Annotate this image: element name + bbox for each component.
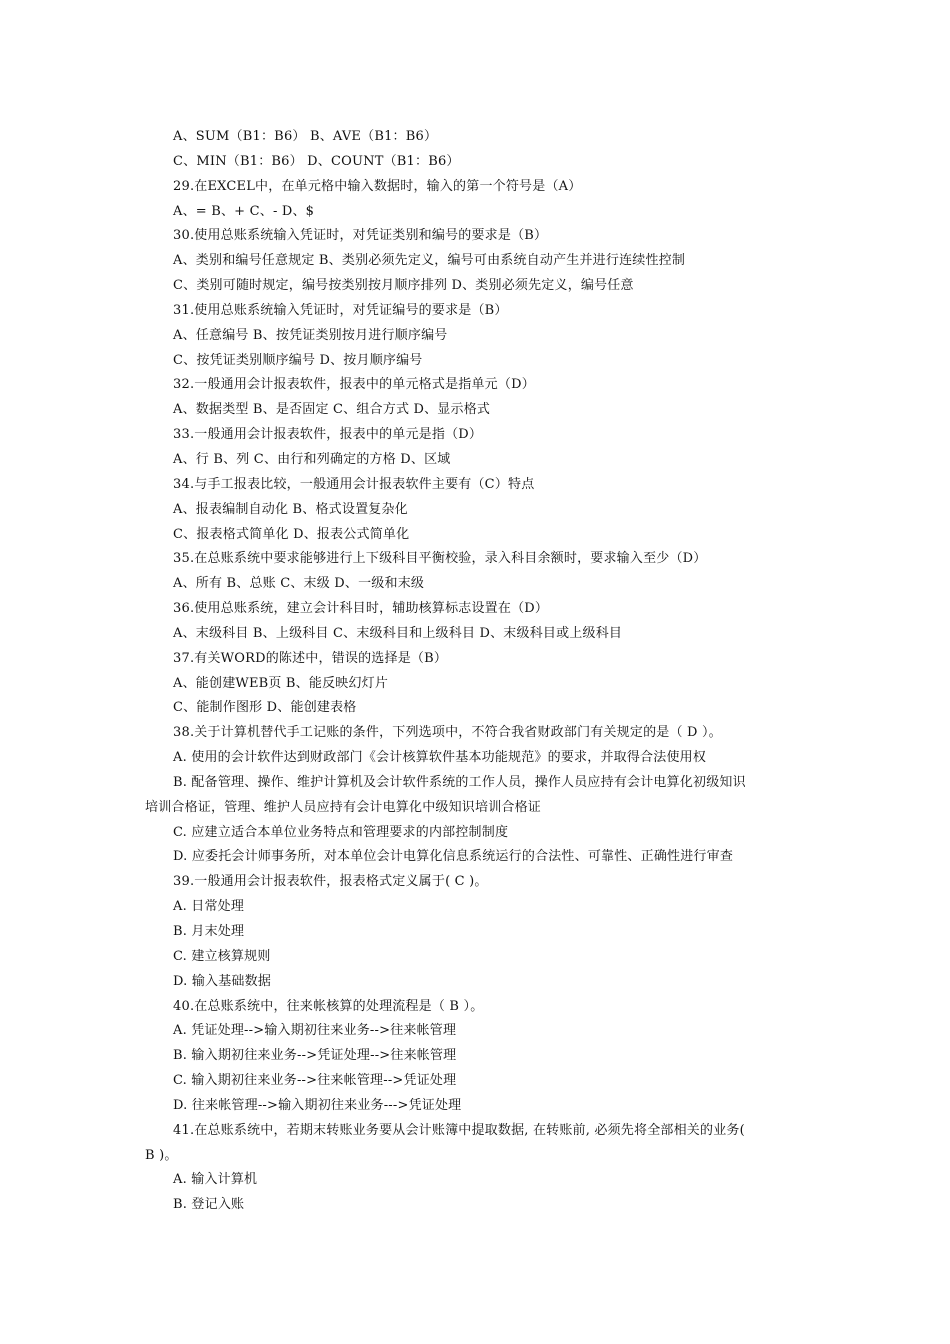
text-line: A、任意编号 B、按凭证类别按月进行顺序编号 xyxy=(173,327,448,343)
text-line: B. 月末处理 xyxy=(173,924,245,939)
text-line: A、末级科目 B、上级科目 C、末级科目和上级科目 D、末级科目或上级科目 xyxy=(173,625,623,641)
text-line: 35.在总账系统中要求能够进行上下级科目平衡校验，录入科目余额时，要求输入至少（D） xyxy=(173,551,707,567)
text-line: D. 应委托会计师事务所，对本单位会计电算化信息系统运行的合法性、可靠性、正确性进行审查 xyxy=(173,849,734,865)
text-line: D. 输入基础数据 xyxy=(173,973,272,989)
text-line: 39.一般通用会计报表软件，报表格式定义属于( C )。 xyxy=(173,874,488,890)
text-line: A. 凭证处理-->输入期初往来业务-->往来帐管理 xyxy=(173,1023,457,1039)
text-line: A、类别和编号任意规定 B、类别必须先定义，编号可由系统自动产生并进行连续性控制 xyxy=(173,253,686,269)
text-line: A、SUM（B1：B6） B、AVE（B1：B6） xyxy=(173,129,438,144)
text-line: B. 登记入账 xyxy=(173,1197,245,1213)
text-line: 37.有关WORD的陈述中，错误的选择是（B） xyxy=(173,650,448,666)
text-line: 32.一般通用会计报表软件，报表中的单元格式是指单元（D） xyxy=(173,377,535,393)
text-line: 38.关于计算机替代手工记账的条件，下列选项中，不符合我省财政部门有关规定的是（ D ）。 xyxy=(173,725,722,741)
text-line: A. 日常处理 xyxy=(173,899,245,915)
text-line: B )。 xyxy=(145,1147,178,1163)
text-line: A. 输入计算机 xyxy=(173,1172,258,1188)
text-line: A、报表编制自动化 B、格式设置复杂化 xyxy=(173,501,408,517)
text-line: 培训合格证，管理、维护人员应持有会计电算化中级知识培训合格证 xyxy=(145,799,542,815)
text-line: 29.在EXCEL中，在单元格中输入数据时，输入的第一个符号是（A） xyxy=(173,178,582,194)
text-line: C、能制作图形 D、能创建表格 xyxy=(173,700,357,716)
text-line: C、MIN（B1：B6） D、COUNT（B1：B6） xyxy=(173,153,460,169)
text-line: 41.在总账系统中，若期末转账业务要从会计账簿中提取数据, 在转账前, 必须先将全部相关的业务( xyxy=(173,1122,745,1138)
text-line: A、数据类型 B、是否固定 C、组合方式 D、显示格式 xyxy=(173,402,491,418)
text-line: 30.使用总账系统输入凭证时，对凭证类别和编号的要求是（B） xyxy=(173,228,548,244)
text-line: A、= B、+ C、- D、$ xyxy=(173,203,315,219)
text-line: 40.在总账系统中，往来帐核算的处理流程是（ B ）。 xyxy=(173,998,484,1014)
text-line: A、能创建WEB页 B、能反映幻灯片 xyxy=(173,675,389,691)
text-line: C、报表格式简单化 D、报表公式简单化 xyxy=(173,526,410,542)
text-line: 33.一般通用会计报表软件，报表中的单元是指（D） xyxy=(173,427,483,443)
text-line: C. 建立核算规则 xyxy=(173,948,271,964)
text-line: B. 输入期初往来业务-->凭证处理-->往来帐管理 xyxy=(173,1048,457,1064)
text-line: B. 配备管理、操作、维护计算机及会计软件系统的工作人员，操作人员应持有会计电算化初级知识 xyxy=(173,774,746,790)
text-line: 36.使用总账系统，建立会计科目时，辅助核算标志设置在（D） xyxy=(173,601,549,617)
document-body xyxy=(145,125,815,1218)
text-line: A、所有 B、总账 C、末级 D、一级和末级 xyxy=(173,576,425,592)
text-line: D. 往来帐管理-->输入期初往来业务--->凭证处理 xyxy=(173,1097,462,1113)
text-line: A. 使用的会计软件达到财政部门《会计核算软件基本功能规范》的要求，并取得合法使用权 xyxy=(173,750,707,766)
text-line: 34.与手工报表比较，一般通用会计报表软件主要有（C）特点 xyxy=(173,476,535,492)
text-line: A、行 B、列 C、由行和列确定的方格 D、区域 xyxy=(173,451,451,467)
text-line: C、按凭证类别顺序编号 D、按月顺序编号 xyxy=(173,352,423,368)
text-line: 31.使用总账系统输入凭证时，对凭证编号的要求是（B） xyxy=(173,302,508,318)
text-line: C. 输入期初往来业务-->往来帐管理-->凭证处理 xyxy=(173,1073,457,1089)
text-line: C. 应建立适合本单位业务特点和管理要求的内部控制制度 xyxy=(173,824,509,840)
text-line: C、类别可随时规定，编号按类别按月顺序排列 D、类别必须先定义，编号任意 xyxy=(173,278,634,294)
